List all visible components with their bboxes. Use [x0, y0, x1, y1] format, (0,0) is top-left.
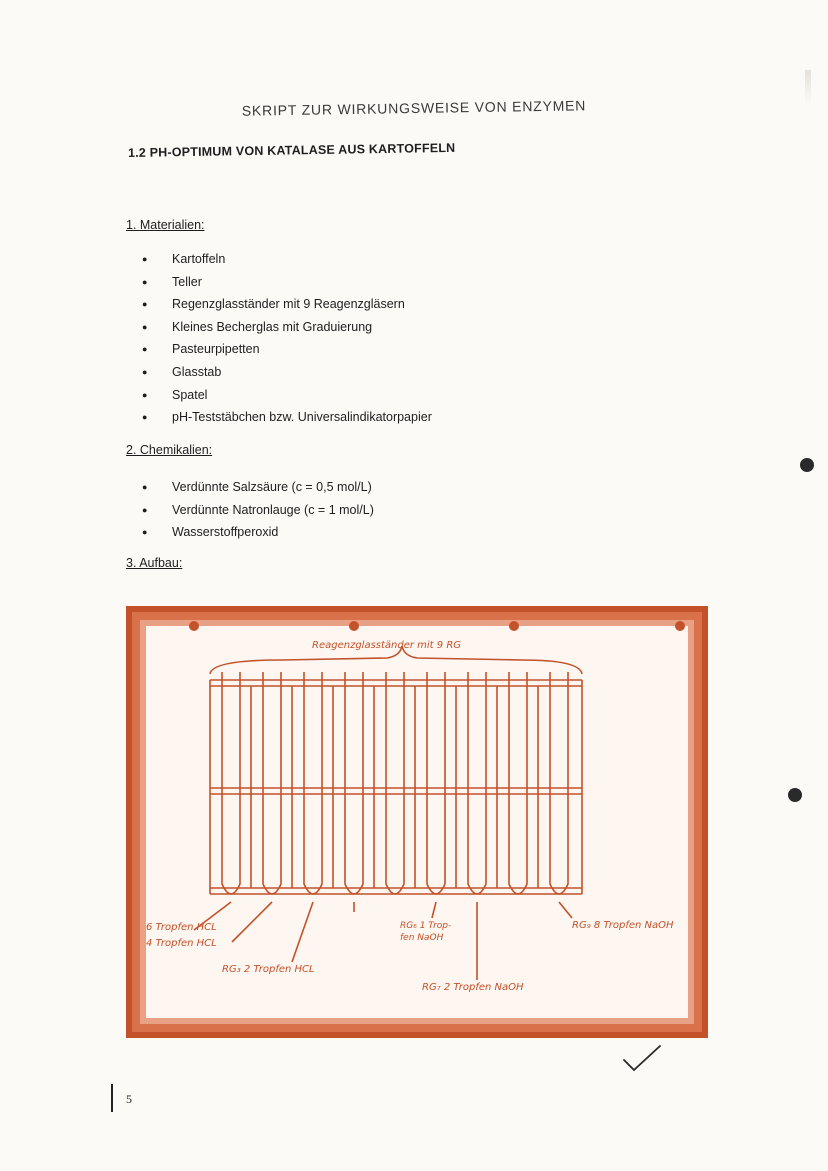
list-item: ● Pasteurpipetten [140, 338, 432, 361]
test-tube [550, 672, 568, 894]
punch-hole [800, 458, 814, 472]
test-tube [345, 672, 363, 894]
test-tube [222, 672, 240, 894]
list-item: ● Kleines Becherglas mit Graduierung [140, 316, 432, 339]
list-item: ● Glasstab [140, 361, 432, 384]
materials-heading: 1. Materialien: [126, 218, 205, 232]
punch-hole [788, 788, 802, 802]
page-margin-bar [111, 1084, 113, 1112]
sketch-label: RG₇ 2 Tropfen NaOH [422, 982, 524, 993]
materials-list [140, 248, 432, 429]
list-item: ● pH-Teststäbchen bzw. Universalindikatorpapier [140, 406, 432, 429]
list-item: ● Verdünnte Natronlauge (c = 1 mol/L) [140, 499, 374, 522]
setup-sketch [126, 606, 708, 1038]
sketch-label: 6 Tropfen HCL [146, 922, 217, 933]
sketch-label: RG₃ 2 Tropfen HCL [222, 964, 315, 975]
test-tube [386, 672, 404, 894]
list-item: ● Regenzglasständer mit 9 Reagenzgläsern [140, 293, 432, 316]
test-tube [468, 672, 486, 894]
sketch-label: fen NaOH [400, 933, 444, 943]
list-item: ● Teller [140, 271, 432, 294]
test-tube [427, 672, 445, 894]
sketch-label: 4 Tropfen HCL [146, 938, 217, 949]
test-tube-drawing [132, 612, 690, 1020]
page-header: SKRIPT ZUR WIRKUNGSWEISE VON ENZYMEN [241, 97, 587, 119]
list-item: ● Verdünnte Salzsäure (c = 0,5 mol/L) [140, 476, 374, 499]
sketch-label: RG₆ 1 Trop- [400, 921, 452, 931]
list-item: ● Kartoffeln [140, 248, 432, 271]
section-title: 1.2 PH-OPTIMUM VON KATALASE AUS KARTOFFELN [127, 140, 456, 160]
list-item: ● Spatel [140, 384, 432, 407]
chemicals-heading: 2. Chemikalien: [126, 443, 213, 457]
test-tube [509, 672, 527, 894]
page-number: 5 [126, 1092, 132, 1106]
test-tube [263, 672, 281, 894]
checkmark-icon [622, 1044, 662, 1074]
chemicals-list [140, 476, 374, 544]
sketch-label: RG₉ 8 Tropfen NaOH [572, 920, 674, 931]
test-tube [304, 672, 322, 894]
list-item: ● Wasserstoffperoxid [140, 521, 374, 544]
stand-label: Reagenzglasständer mit 9 RG [312, 640, 462, 651]
setup-heading: 3. Aufbau: [126, 556, 183, 570]
